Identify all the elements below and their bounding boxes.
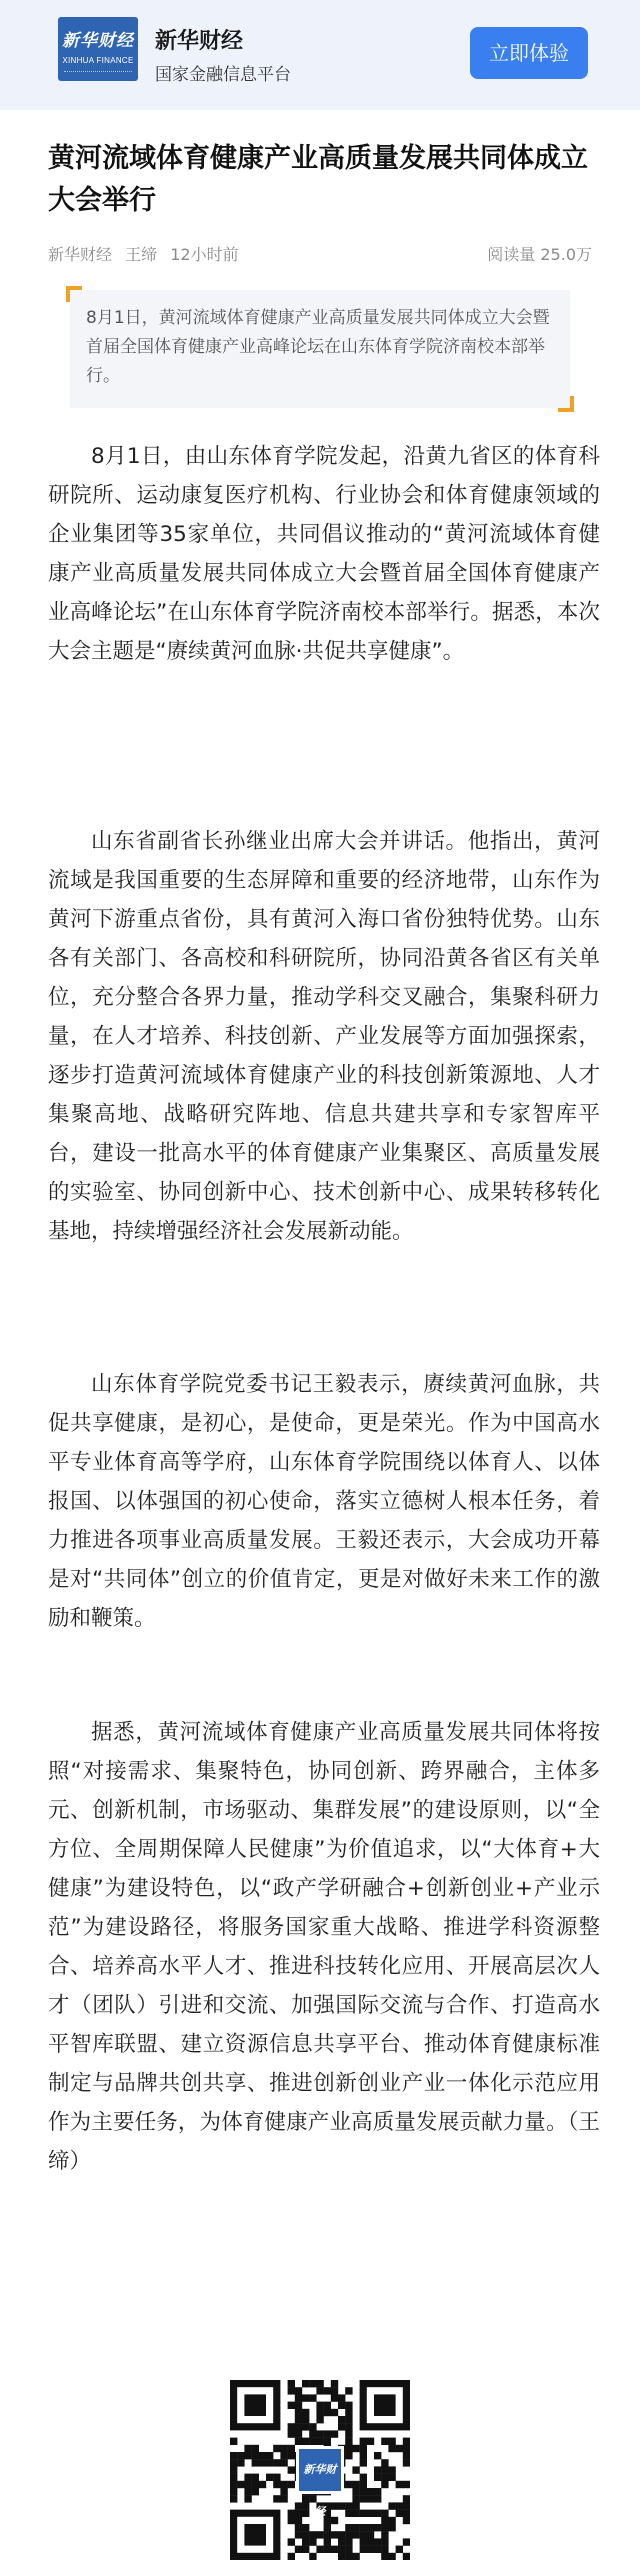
qr-module bbox=[345, 2538, 352, 2545]
qr-module bbox=[288, 2430, 295, 2437]
qr-module bbox=[367, 2546, 374, 2553]
qr-module bbox=[309, 2538, 316, 2545]
qr-module bbox=[352, 2502, 359, 2509]
qr-module bbox=[345, 2524, 352, 2531]
qr-module bbox=[388, 2474, 395, 2481]
qr-module bbox=[345, 2409, 352, 2416]
qr-module bbox=[374, 2546, 381, 2553]
qr-module bbox=[360, 2510, 367, 2517]
qr-module bbox=[295, 2531, 302, 2538]
qr-module bbox=[280, 2459, 287, 2466]
qr-module bbox=[345, 2416, 352, 2423]
qr-module bbox=[381, 2546, 388, 2553]
qr-module bbox=[252, 2459, 259, 2466]
qr-module bbox=[352, 2524, 359, 2531]
qr-module bbox=[388, 2553, 395, 2560]
qr-module bbox=[230, 2474, 237, 2481]
qr-module bbox=[360, 2474, 367, 2481]
qr-module bbox=[381, 2517, 388, 2524]
qr-module bbox=[280, 2445, 287, 2452]
qr-module bbox=[388, 2502, 395, 2509]
qr-module bbox=[403, 2553, 410, 2560]
qr-module bbox=[338, 2416, 345, 2423]
qr-module bbox=[396, 2481, 403, 2488]
qr-module bbox=[360, 2538, 367, 2545]
qr-module bbox=[295, 2517, 302, 2524]
qr-module bbox=[381, 2474, 388, 2481]
qr-module bbox=[288, 2380, 295, 2387]
qr-module bbox=[302, 2409, 309, 2416]
qr-module bbox=[324, 2546, 331, 2553]
qr-module bbox=[295, 2394, 302, 2401]
qr-module bbox=[352, 2445, 359, 2452]
qr-module bbox=[367, 2524, 374, 2531]
qr-module bbox=[273, 2481, 280, 2488]
qr-module bbox=[345, 2430, 352, 2437]
qr-module bbox=[374, 2495, 381, 2502]
article-time: 12小时前 bbox=[170, 245, 239, 264]
qr-module bbox=[352, 2531, 359, 2538]
qr-module bbox=[302, 2495, 309, 2502]
qr-module bbox=[295, 2510, 302, 2517]
qr-module bbox=[345, 2438, 352, 2445]
qr-module bbox=[288, 2402, 295, 2409]
qr-module bbox=[345, 2423, 352, 2430]
qr-module bbox=[244, 2445, 251, 2452]
qr-module bbox=[338, 2531, 345, 2538]
qr-module bbox=[403, 2538, 410, 2545]
qr-module bbox=[237, 2481, 244, 2488]
qr-module bbox=[288, 2387, 295, 2394]
article-title: 黄河流域体育健康产业高质量发展共同体成立大会举行 bbox=[48, 143, 588, 216]
qr-module bbox=[295, 2430, 302, 2437]
qr-module bbox=[396, 2546, 403, 2553]
qr-module bbox=[338, 2502, 345, 2509]
qr-module bbox=[280, 2481, 287, 2488]
qr-module bbox=[338, 2546, 345, 2553]
qr-module bbox=[338, 2538, 345, 2545]
qr-module bbox=[331, 2502, 338, 2509]
qr-module bbox=[302, 2423, 309, 2430]
qr-module bbox=[403, 2445, 410, 2452]
summary-text: 8月1日，黄河流域体育健康产业高质量发展共同体成立大会暨首届全国体育健康产业高峰论坛在山东体育学院济南校本部举行。 bbox=[86, 308, 550, 386]
qr-module bbox=[331, 2387, 338, 2394]
qr-module bbox=[345, 2553, 352, 2560]
article-paragraph: 山东体育学院党委书记王毅表示，赓续黄河血脉，共促共享健康，是初心，是使命，更是荣光。作为中国高水平专业体育高等学府，山东体育学院围绕以体育人、以体报国、以体强国的初心使命，落实立德树人根本任务，着力推进各项事业高质量发展。王毅还表示，大会成功开幕是对“共同体”创立的价值肯定，更是对做好未来工作的激励和鞭策。 bbox=[48, 1372, 600, 1631]
qr-finder-pattern bbox=[244, 2524, 266, 2546]
qr-module bbox=[295, 2423, 302, 2430]
qr-module bbox=[244, 2488, 251, 2495]
open-app-button[interactable]: 立即体验 bbox=[470, 27, 588, 79]
qr-module bbox=[367, 2531, 374, 2538]
qr-module bbox=[295, 2402, 302, 2409]
qr-module bbox=[345, 2510, 352, 2517]
qr-module bbox=[252, 2481, 259, 2488]
qr-module bbox=[273, 2474, 280, 2481]
qr-module bbox=[381, 2524, 388, 2531]
qr-module bbox=[360, 2546, 367, 2553]
qr-module bbox=[266, 2452, 273, 2459]
qr-module bbox=[288, 2466, 295, 2473]
qr-module bbox=[259, 2459, 266, 2466]
qr-module bbox=[302, 2416, 309, 2423]
qr-module bbox=[360, 2495, 367, 2502]
qr-module bbox=[288, 2445, 295, 2452]
qr-module bbox=[374, 2538, 381, 2545]
qr-module bbox=[360, 2481, 367, 2488]
brand-name: 新华财经 bbox=[155, 29, 244, 54]
qr-module bbox=[230, 2481, 237, 2488]
qr-module bbox=[302, 2546, 309, 2553]
qr-module bbox=[316, 2380, 323, 2387]
qr-module bbox=[244, 2452, 251, 2459]
qr-module bbox=[381, 2553, 388, 2560]
qr-module bbox=[324, 2409, 331, 2416]
qr-module bbox=[396, 2502, 403, 2509]
qr-module bbox=[403, 2517, 410, 2524]
qr-module bbox=[230, 2466, 237, 2473]
qr-module bbox=[331, 2394, 338, 2401]
qr-module bbox=[252, 2488, 259, 2495]
qr-module bbox=[345, 2452, 352, 2459]
qr-module bbox=[288, 2452, 295, 2459]
qr-module bbox=[244, 2481, 251, 2488]
qr-module bbox=[295, 2502, 302, 2509]
qr-module bbox=[316, 2416, 323, 2423]
article-author: 王缔 bbox=[125, 245, 158, 264]
qr-code[interactable] bbox=[230, 2380, 410, 2560]
qr-module bbox=[309, 2438, 316, 2445]
qr-module bbox=[345, 2502, 352, 2509]
brand-subtitle: 国家金融信息平台 bbox=[155, 65, 291, 85]
qr-module bbox=[237, 2452, 244, 2459]
qr-module bbox=[331, 2517, 338, 2524]
qr-module bbox=[338, 2402, 345, 2409]
qr-module bbox=[295, 2546, 302, 2553]
qr-module bbox=[309, 2423, 316, 2430]
qr-module bbox=[302, 2438, 309, 2445]
qr-module bbox=[302, 2531, 309, 2538]
qr-module bbox=[345, 2481, 352, 2488]
qr-module bbox=[396, 2445, 403, 2452]
qr-module bbox=[374, 2452, 381, 2459]
qr-module bbox=[367, 2438, 374, 2445]
qr-module bbox=[230, 2438, 237, 2445]
qr-module bbox=[381, 2438, 388, 2445]
logo-text-en: XINHUA FINANCE bbox=[62, 56, 134, 65]
qr-module bbox=[403, 2510, 410, 2517]
qr-module bbox=[403, 2438, 410, 2445]
qr-module bbox=[324, 2430, 331, 2437]
qr-module bbox=[302, 2510, 309, 2517]
article-paragraph: 据悉，黄河流域体育健康产业高质量发展共同体将按照“对接需求、集聚特色，协同创新、跨界融合，主体多元、创新机制，市场驱动、集群发展”的建设原则，以“全方位、全周期保障人民健康”为价值追求，以“大体育+大健康”为建设特色，以“政产学研融合+创新创业+产业示范”为建设路径，将服务国家重大战略、推进学科资源整合、培养高水平人才、推进科技转化应用、开展高层次人才（团队）引进和交流、加强国际交流与合作、打造高水平智库联盟、建立资源信息共享平台、推动体育健康标准制定与品牌共创共享、推进创新创业产业一体化示范应用作为主要任务，为体育健康产业高质量发展贡献力量。（王缔） bbox=[48, 1720, 600, 2174]
qr-module bbox=[381, 2538, 388, 2545]
qr-module bbox=[259, 2452, 266, 2459]
qr-module bbox=[403, 2459, 410, 2466]
qr-module bbox=[345, 2387, 352, 2394]
qr-module bbox=[403, 2481, 410, 2488]
qr-module bbox=[230, 2488, 237, 2495]
qr-module bbox=[360, 2524, 367, 2531]
qr-module bbox=[266, 2474, 273, 2481]
quote-corner-top-left bbox=[66, 286, 82, 302]
qr-module bbox=[288, 2423, 295, 2430]
qr-module bbox=[345, 2402, 352, 2409]
qr-module bbox=[230, 2452, 237, 2459]
qr-module bbox=[273, 2445, 280, 2452]
qr-module bbox=[360, 2488, 367, 2495]
qr-module bbox=[381, 2531, 388, 2538]
qr-module bbox=[388, 2517, 395, 2524]
qr-module bbox=[331, 2531, 338, 2538]
qr-finder-pattern bbox=[374, 2394, 396, 2416]
qr-module bbox=[367, 2488, 374, 2495]
qr-module bbox=[288, 2538, 295, 2545]
qr-module bbox=[352, 2481, 359, 2488]
qr-module bbox=[309, 2380, 316, 2387]
qr-module bbox=[266, 2459, 273, 2466]
qr-module bbox=[244, 2495, 251, 2502]
qr-module bbox=[360, 2438, 367, 2445]
qr-module bbox=[302, 2394, 309, 2401]
qr-center-logo: 新华财经 bbox=[296, 2446, 344, 2494]
qr-module bbox=[230, 2459, 237, 2466]
qr-module bbox=[295, 2438, 302, 2445]
qr-module bbox=[288, 2553, 295, 2560]
qr-module bbox=[374, 2510, 381, 2517]
qr-module bbox=[388, 2524, 395, 2531]
brand-logo[interactable] bbox=[58, 17, 138, 81]
qr-module bbox=[374, 2474, 381, 2481]
qr-module bbox=[244, 2474, 251, 2481]
qr-module bbox=[237, 2459, 244, 2466]
qr-module bbox=[252, 2474, 259, 2481]
qr-module bbox=[273, 2459, 280, 2466]
qr-module bbox=[280, 2452, 287, 2459]
qr-module bbox=[316, 2409, 323, 2416]
qr-module bbox=[324, 2402, 331, 2409]
qr-module bbox=[388, 2445, 395, 2452]
article-summary bbox=[70, 290, 570, 408]
qr-module bbox=[352, 2466, 359, 2473]
qr-module bbox=[367, 2510, 374, 2517]
qr-module bbox=[259, 2481, 266, 2488]
qr-module bbox=[396, 2510, 403, 2517]
qr-finder-pattern bbox=[244, 2394, 266, 2416]
logo-text-cn: 新华财经 bbox=[62, 31, 134, 51]
qr-module bbox=[252, 2452, 259, 2459]
article-meta bbox=[48, 242, 592, 265]
qr-module bbox=[388, 2466, 395, 2473]
qr-module bbox=[288, 2481, 295, 2488]
qr-module bbox=[324, 2387, 331, 2394]
qr-module bbox=[374, 2524, 381, 2531]
qr-module bbox=[302, 2502, 309, 2509]
qr-module bbox=[352, 2488, 359, 2495]
qr-module bbox=[288, 2517, 295, 2524]
qr-module bbox=[295, 2524, 302, 2531]
qr-module bbox=[352, 2553, 359, 2560]
qr-module bbox=[295, 2387, 302, 2394]
qr-module bbox=[331, 2430, 338, 2437]
qr-module bbox=[403, 2502, 410, 2509]
qr-module bbox=[230, 2495, 237, 2502]
qr-module bbox=[295, 2416, 302, 2423]
qr-module bbox=[331, 2546, 338, 2553]
qr-module bbox=[374, 2488, 381, 2495]
qr-module bbox=[302, 2524, 309, 2531]
qr-module bbox=[324, 2438, 331, 2445]
qr-module bbox=[316, 2438, 323, 2445]
qr-module bbox=[338, 2423, 345, 2430]
qr-module bbox=[360, 2445, 367, 2452]
qr-module bbox=[302, 2538, 309, 2545]
qr-module bbox=[316, 2402, 323, 2409]
qr-module bbox=[309, 2553, 316, 2560]
qr-module bbox=[367, 2495, 374, 2502]
qr-module bbox=[345, 2445, 352, 2452]
qr-module bbox=[381, 2481, 388, 2488]
qr-module bbox=[403, 2452, 410, 2459]
article-paragraph: 8月1日，由山东体育学院发起，沿黄九省区的体育科研院所、运动康复医疗机构、行业协会和体育健康领域的企业集团等35家单位，共同倡议推动的“黄河流域体育健康产业高质量发展共同体成立大会暨首届全国体育健康产业高峰论坛”在山东体育学院济南校本部举行。据悉，本次大会主题是“赓续黄河血脉·共促共享健康”。 bbox=[48, 444, 600, 664]
qr-module bbox=[360, 2452, 367, 2459]
app-header bbox=[0, 0, 640, 110]
qr-module bbox=[324, 2538, 331, 2545]
qr-module bbox=[367, 2538, 374, 2545]
qr-module bbox=[280, 2488, 287, 2495]
logo-star-line bbox=[64, 71, 132, 75]
qr-module bbox=[381, 2510, 388, 2517]
qr-module bbox=[288, 2510, 295, 2517]
qr-module bbox=[345, 2531, 352, 2538]
qr-module bbox=[295, 2409, 302, 2416]
qr-module bbox=[309, 2394, 316, 2401]
qr-module bbox=[381, 2466, 388, 2473]
qr-module bbox=[280, 2495, 287, 2502]
qr-module bbox=[345, 2546, 352, 2553]
article-source[interactable]: 新华财经 bbox=[48, 245, 113, 264]
quote-corner-bottom-right bbox=[558, 396, 574, 412]
qr-module bbox=[360, 2459, 367, 2466]
qr-module bbox=[374, 2466, 381, 2473]
qr-module bbox=[352, 2510, 359, 2517]
qr-module bbox=[316, 2430, 323, 2437]
qr-module bbox=[338, 2394, 345, 2401]
qr-module bbox=[302, 2380, 309, 2387]
qr-module bbox=[403, 2495, 410, 2502]
qr-module bbox=[309, 2430, 316, 2437]
qr-module bbox=[381, 2459, 388, 2466]
qr-module bbox=[273, 2495, 280, 2502]
qr-module bbox=[316, 2546, 323, 2553]
qr-module bbox=[316, 2387, 323, 2394]
qr-module bbox=[360, 2531, 367, 2538]
article-paragraph: 山东省副省长孙继业出席大会并讲话。他指出，黄河流域是我国重要的生态屏障和重要的经济地带，山东作为黄河下游重点省份，具有黄河入海口省份独特优势。山东各有关部门、各高校和科研院所，协同沿黄各省区有关单位，充分整合各界力量，推动学科交叉融合，集聚科研力量，在人才培养、科技创新、产业发展等方面加强探索，逐步打造黄河流域体育健康产业的科技创新策源地、人才集聚高地、战略研究阵地、信息共建共享和专家智库平台，建设一批高水平的体育健康产业集聚区、高质量发展的实验室、协同创新中心、技术创新中心、成果转移转化基地，持续增强经济社会发展新动能。 bbox=[48, 829, 600, 1244]
qr-module bbox=[252, 2445, 259, 2452]
qr-module bbox=[338, 2553, 345, 2560]
qr-module bbox=[331, 2380, 338, 2387]
qr-module bbox=[331, 2409, 338, 2416]
read-count: 阅读量 25.0万 bbox=[487, 245, 592, 264]
qr-module bbox=[388, 2438, 395, 2445]
qr-module bbox=[352, 2495, 359, 2502]
